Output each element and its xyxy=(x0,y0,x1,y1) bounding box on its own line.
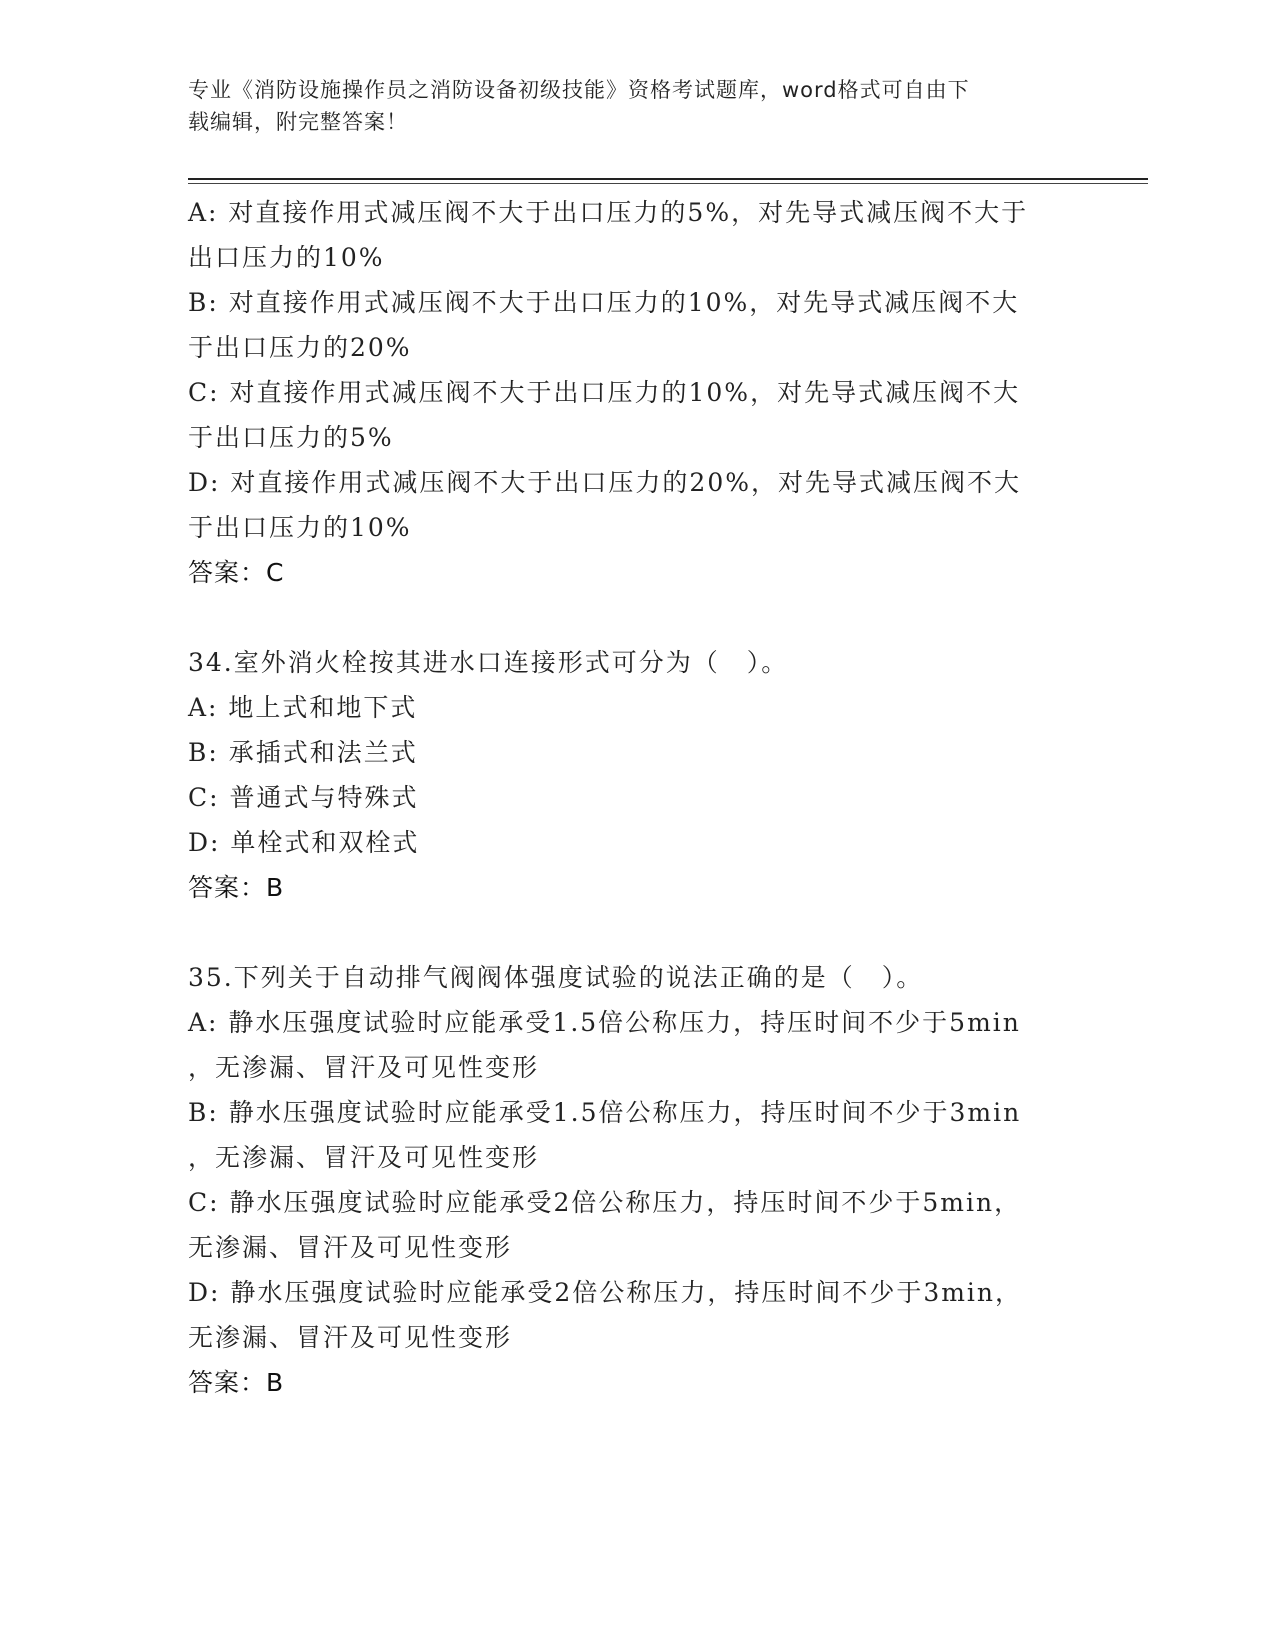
option-c-line-2: 于出口压力的5% xyxy=(188,423,394,452)
option-d-line-1: D: 对直接作用式减压阀不大于出口压力的20%，对先导式减压阀不大 xyxy=(188,468,1021,497)
option-a-line-2: 出口压力的10% xyxy=(188,243,385,272)
option-b-line-1: B: 静水压强度试验时应能承受1.5倍公称压力，持压时间不少于3min xyxy=(188,1098,1022,1127)
option-c-line-1: C: 静水压强度试验时应能承受2倍公称压力，持压时间不少于5min， xyxy=(188,1188,1022,1217)
option-c: C: 普通式与特殊式 xyxy=(188,783,419,812)
question-content xyxy=(188,190,1088,1406)
header-line-2: 载编辑，附完整答案！ xyxy=(188,110,408,134)
option-c-line-1: C: 对直接作用式减压阀不大于出口压力的10%，对先导式减压阀不大 xyxy=(188,378,1021,407)
option-d-line-1: D: 静水压强度试验时应能承受2倍公称压力，持压时间不少于3min， xyxy=(188,1278,1023,1307)
answer-line: 答案：C xyxy=(188,558,285,587)
option-b-line-2: 于出口压力的20% xyxy=(188,333,412,362)
header-line-1: 专业《消防设施操作员之消防设备初级技能》资格考试题库，word格式可自由下 xyxy=(188,78,970,102)
option-d: D: 单栓式和双栓式 xyxy=(188,828,420,857)
option-a: A: 地上式和地下式 xyxy=(188,693,418,722)
header-rule-thin xyxy=(188,183,1148,184)
option-a-line-2: ，无渗漏、冒汗及可见性变形 xyxy=(188,1053,540,1082)
question-35 xyxy=(188,955,1088,1406)
option-b: B: 承插式和法兰式 xyxy=(188,738,418,767)
page-header xyxy=(188,74,1068,138)
option-d-line-2: 无渗漏、冒汗及可见性变形 xyxy=(188,1323,513,1352)
question-34 xyxy=(188,640,1088,911)
option-b-line-2: ，无渗漏、冒汗及可见性变形 xyxy=(188,1143,540,1172)
question-stem: 35.下列关于自动排气阀阀体强度试验的说法正确的是（ ）。 xyxy=(188,963,924,992)
option-d-line-2: 于出口压力的10% xyxy=(188,513,412,542)
question-spacer xyxy=(188,911,1088,955)
option-b-line-1: B: 对直接作用式减压阀不大于出口压力的10%，对先导式减压阀不大 xyxy=(188,288,1020,317)
question-stem: 34.室外消火栓按其进水口连接形式可分为（ ）。 xyxy=(188,648,789,677)
option-c-line-2: 无渗漏、冒汗及可见性变形 xyxy=(188,1233,513,1262)
option-a-line-1: A: 对直接作用式减压阀不大于出口压力的5%，对先导式减压阀不大于 xyxy=(188,198,1029,227)
question-spacer xyxy=(188,596,1088,640)
answer-line: 答案：B xyxy=(188,1368,285,1397)
option-a-line-1: A: 静水压强度试验时应能承受1.5倍公称压力，持压时间不少于5min xyxy=(188,1008,1021,1037)
question-33-options xyxy=(188,190,1088,596)
answer-line: 答案：B xyxy=(188,873,285,902)
header-rule-thick xyxy=(188,178,1148,180)
